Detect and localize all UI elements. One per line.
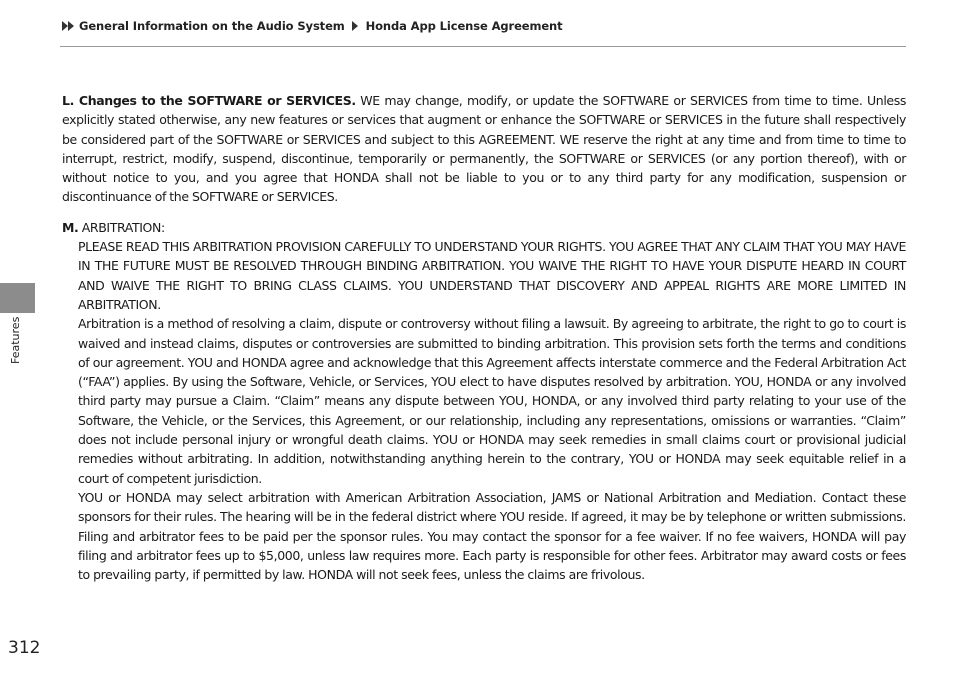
section-tab-marker: [0, 283, 35, 313]
section-l-heading: L. Changes to the SOFTWARE or SERVICES.: [62, 93, 356, 108]
arrow-icon: [349, 21, 363, 31]
header-divider: [60, 46, 906, 47]
breadcrumb-item-license-agreement[interactable]: Honda App License Agreement: [365, 19, 563, 33]
breadcrumb-item-audio-system[interactable]: General Information on the Audio System: [79, 19, 345, 33]
section-tab-label: Features: [9, 316, 22, 364]
double-arrow-icon: [62, 21, 76, 31]
arbitration-sponsors-paragraph: YOU or HONDA may select arbitration with American Arbitration Association, JAMS or National Arbitration and Mediation. Contact these sponsors for their rules. The hearing will be in the federal district where YOU reside. If agreed, it may be by telephone or written submissions. Filing and arbitrator fees to be paid per the sponsor rules. You may contact the sponsor for a fee waiver. If no fee waivers, HONDA will pay filing and arbitrator fees up to $5,000, unless law requires more. Each party is responsible for other fees. Arbitrator may award costs or fees to prevailing party, if permitted by law. HONDA will not seek fees, unless the claims are frivolous.: [78, 489, 906, 583]
arbitration-notice-paragraph: PLEASE READ THIS ARBITRATION PROVISION CAREFULLY TO UNDERSTAND YOUR RIGHTS. YOU AGREE THAT ANY CLAIM THAT YOU MAY HAVE IN THE FUTURE MUST BE RESOLVED THROUGH BINDING ARBITRATION. YOU WAIVE THE RIGHT TO HAVE YOUR DISPUTE HEARD IN COURT AND WAIVE THE RIGHT TO BRING CLASS CLAIMS. YOU UNDERSTAND THAT DISCOVERY AND APPEAL RIGHTS ARE MORE LIMITED IN ARBITRATION.: [78, 239, 906, 312]
section-l: [62, 91, 906, 207]
section-m-heading: [62, 218, 906, 237]
page-number: 312: [8, 638, 41, 658]
breadcrumb: [62, 19, 563, 33]
section-m-letter: M.: [62, 219, 79, 235]
section-l-body: WE may change, modify, or update the SOFTWARE or SERVICES from time to time. Unless explicitly stated otherwise, any new features or services that augment or enhance the SOFTWARE or SERVICES in the future shall respectively be considered part of the SOFTWARE or SERVICES and subject to this AGREEMENT. WE reserve the right at any time and from time to time to interrupt, restrict, modify, suspend, discontinue, temporarily or permanently, the SOFTWARE or SERVICES (or any portion thereof), with or without notice to you, and you agree that HONDA shall not be liable to you or to any third party for any modification, suspension or discontinuance of the SOFTWARE or SERVICES.: [62, 93, 907, 205]
section-m-title: ARBITRATION:: [81, 219, 165, 235]
page-body: [62, 91, 906, 584]
arbitration-definition-paragraph: Arbitration is a method of resolving a claim, dispute or controversy without filing a lawsuit. By agreeing to arbitrate, the right to go to court is waived and instead claims, disputes or controversies are submitted to binding arbitration. This provision sets forth the terms and conditions of our agreement. YOU and HONDA agree and acknowledge that this Agreement affects interstate commerce and the Federal Arbitration Act (“FAA”) applies. By using the Software, Vehicle, or Services, YOU elect to have disputes resolved by arbitration. YOU, HONDA or any involved third party may pursue a Claim. “Claim” means any dispute between YOU, HONDA, or any involved third party relating to your use of the Software, the Vehicle, or the Services, this Agreement, or our relationship, including any representations, omissions or warranties. “Claim” does not include personal injury or wrongful death claims. YOU or HONDA may seek remedies in small claims court or provisional judicial remedies without arbitrating. In addition, notwithstanding anything herein to the contrary, YOU or HONDA may seek equitable relief in a court of competent jurisdiction.: [78, 316, 906, 486]
